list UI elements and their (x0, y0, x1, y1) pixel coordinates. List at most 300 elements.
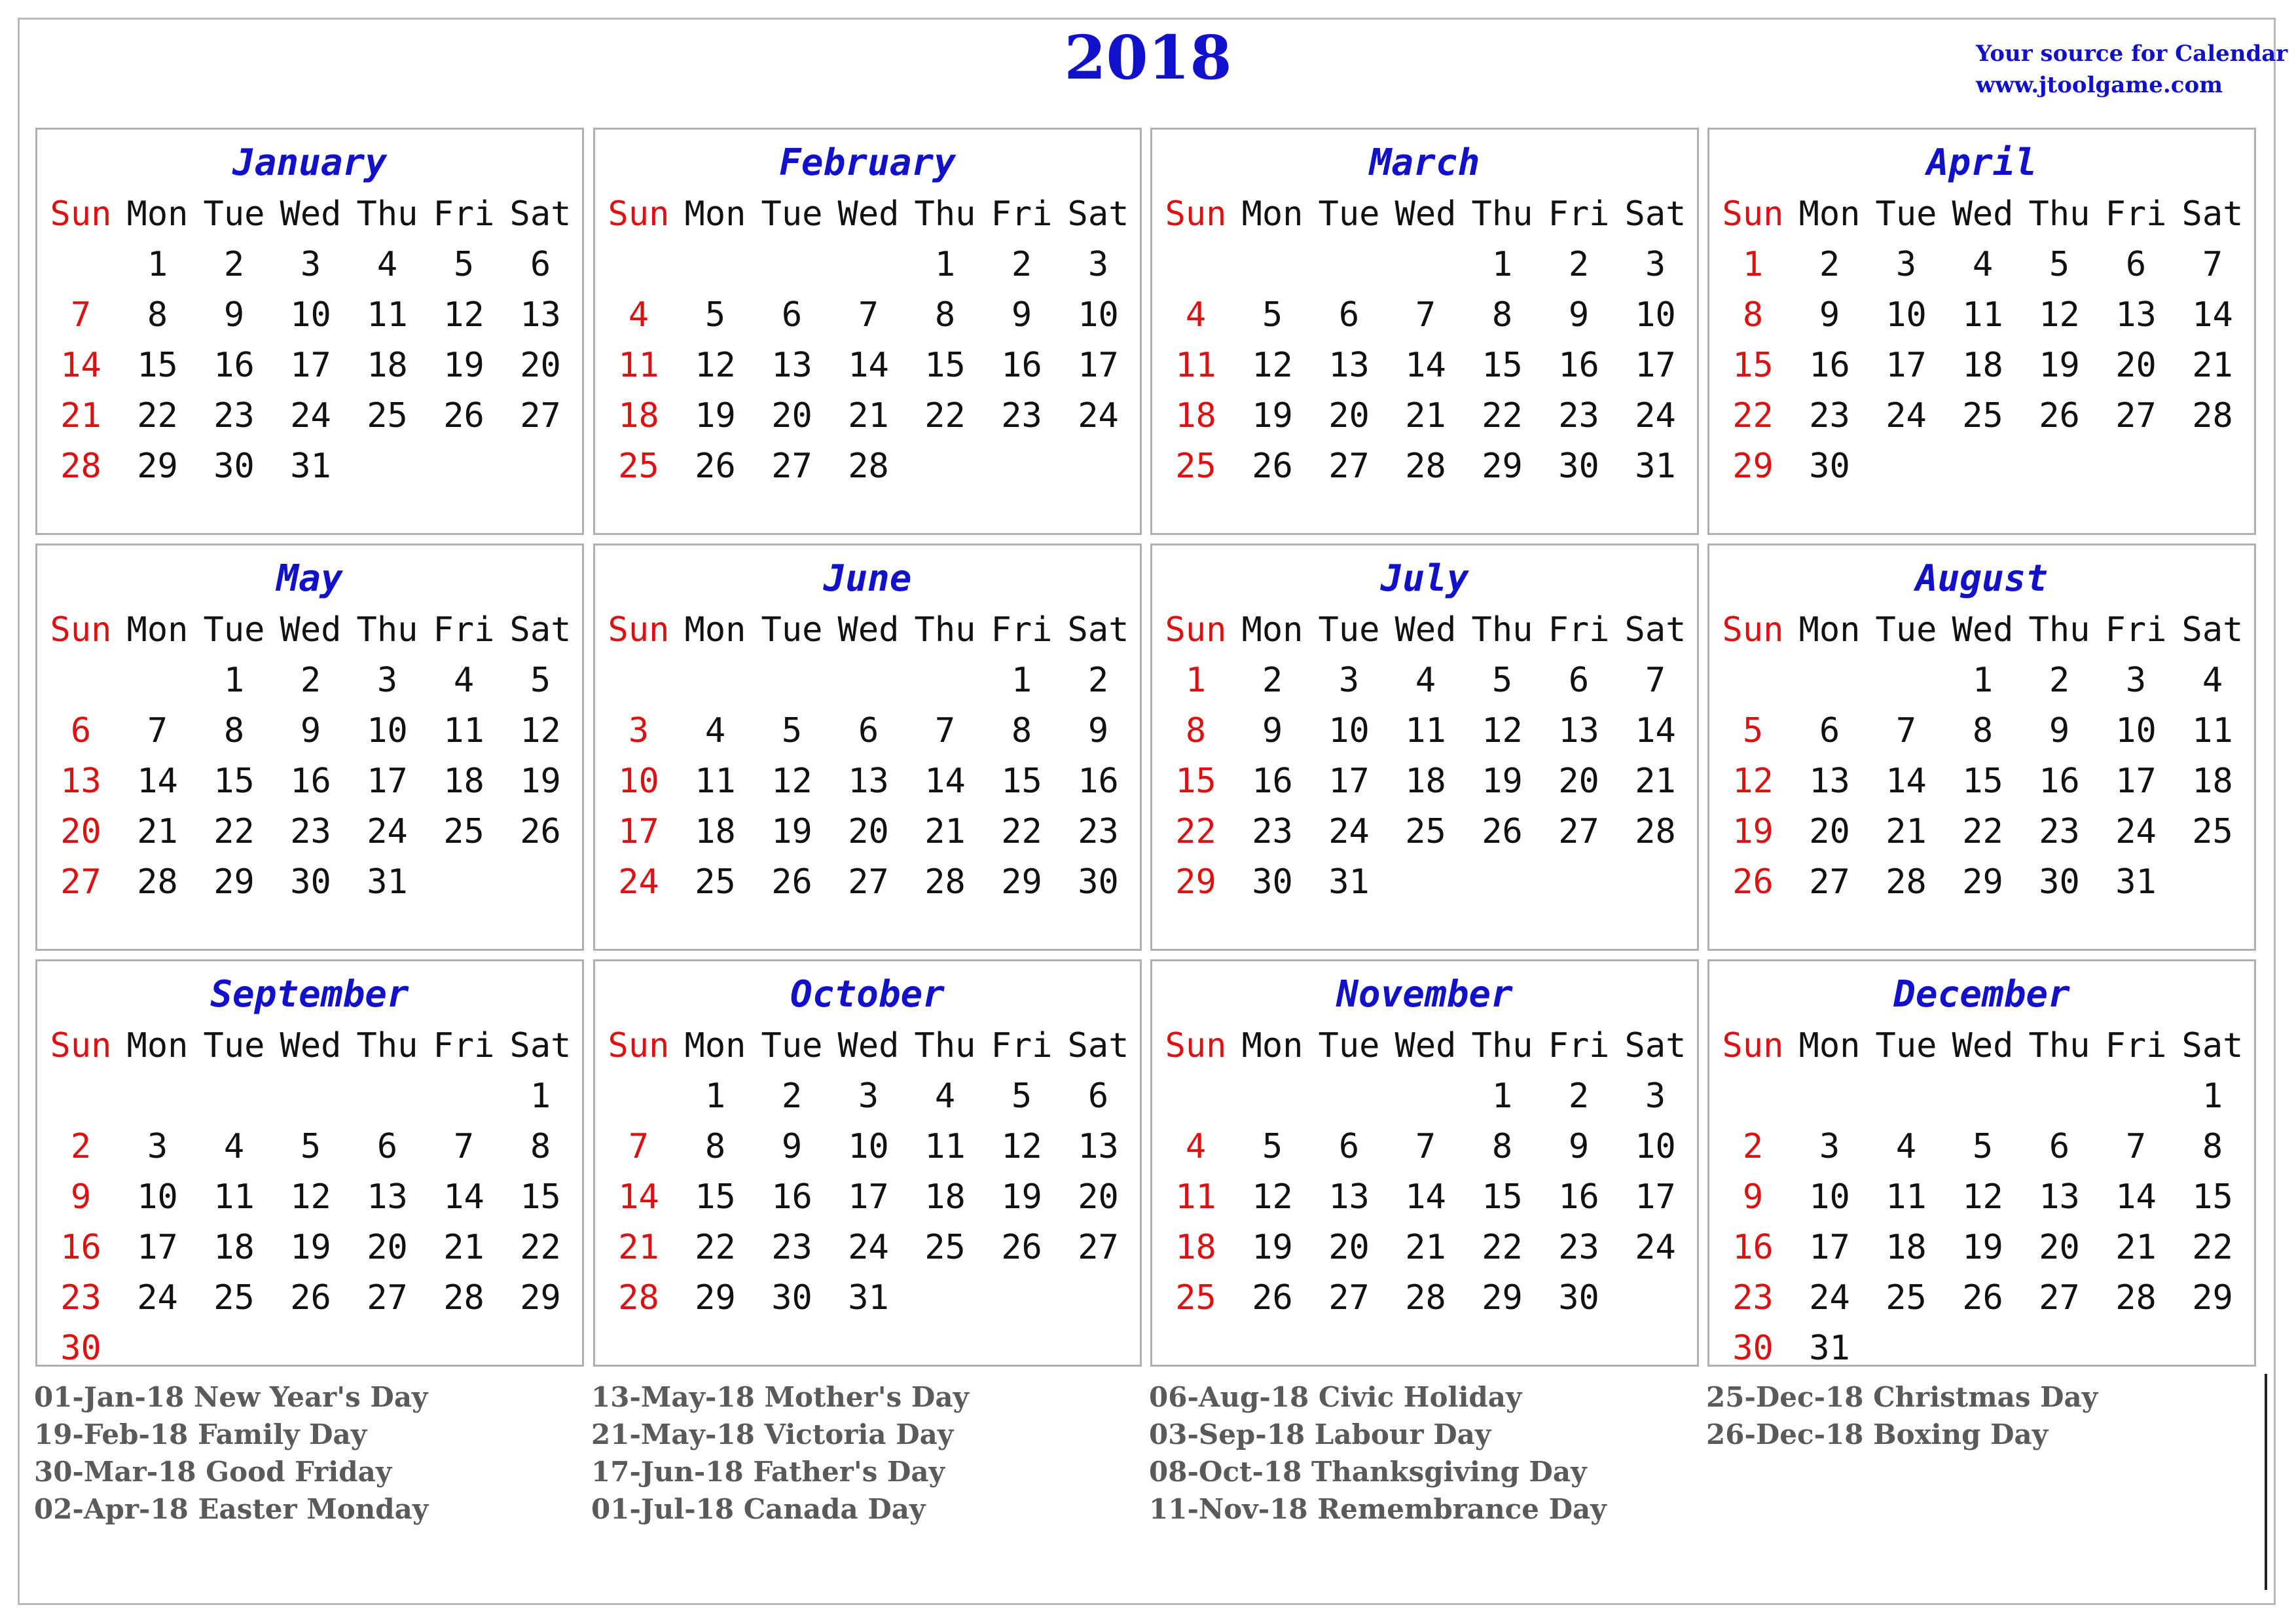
day-cell[interactable]: 24 (848, 1227, 889, 1267)
day-cell[interactable]: 23 (1078, 811, 1119, 851)
day-cell[interactable]: 19 (443, 345, 484, 385)
day-cell[interactable]: 31 (367, 862, 408, 902)
day-cell[interactable]: 10 (1635, 295, 1676, 335)
day-cell[interactable]: 23 (1001, 396, 1042, 435)
day-cell[interactable]: 12 (1252, 1177, 1293, 1217)
day-cell[interactable]: 8 (530, 1126, 551, 1166)
day-cell[interactable]: 6 (530, 244, 551, 284)
day-cell[interactable]: 21 (1886, 811, 1927, 851)
day-cell[interactable]: 23 (60, 1278, 101, 1318)
day-cell[interactable]: 8 (1491, 1126, 1513, 1166)
day-cell[interactable]: 19 (2039, 345, 2080, 385)
day-cell[interactable]: 28 (1405, 1278, 1446, 1318)
day-cell[interactable]: 15 (1732, 345, 1774, 385)
day-cell[interactable]: 13 (1809, 761, 1850, 801)
day-cell[interactable]: 1 (1185, 660, 1207, 700)
day-cell[interactable]: 12 (771, 761, 812, 801)
day-cell[interactable]: 30 (1809, 446, 1850, 486)
day-cell[interactable]: 2 (1087, 660, 1109, 700)
day-cell[interactable]: 21 (1635, 761, 1676, 801)
day-cell[interactable]: 15 (1482, 345, 1523, 385)
day-cell[interactable]: 24 (290, 396, 331, 435)
day-cell[interactable]: 20 (520, 345, 561, 385)
day-cell[interactable]: 1 (2202, 1076, 2223, 1116)
day-cell[interactable]: 2 (1011, 244, 1032, 284)
day-cell[interactable]: 13 (1328, 345, 1370, 385)
day-cell[interactable]: 17 (848, 1177, 889, 1217)
day-cell[interactable]: 2 (223, 244, 245, 284)
day-cell[interactable]: 28 (2192, 396, 2233, 435)
day-cell[interactable]: 10 (1886, 295, 1927, 335)
day-cell[interactable]: 2 (1262, 660, 1283, 700)
day-cell[interactable]: 4 (1415, 660, 1436, 700)
day-cell[interactable]: 14 (2192, 295, 2233, 335)
day-cell[interactable]: 5 (704, 295, 726, 335)
day-cell[interactable]: 27 (1558, 811, 1599, 851)
day-cell[interactable]: 31 (2115, 862, 2157, 902)
day-cell[interactable]: 25 (213, 1278, 255, 1318)
day-cell[interactable]: 27 (771, 446, 812, 486)
day-cell[interactable]: 22 (1175, 811, 1216, 851)
day-cell[interactable]: 23 (2039, 811, 2080, 851)
day-cell[interactable]: 10 (618, 761, 659, 801)
day-cell[interactable]: 18 (1175, 396, 1216, 435)
day-cell[interactable]: 30 (60, 1328, 101, 1368)
day-cell[interactable]: 18 (2192, 761, 2233, 801)
day-cell[interactable]: 8 (147, 295, 168, 335)
day-cell[interactable]: 31 (848, 1278, 889, 1318)
day-cell[interactable]: 8 (1185, 710, 1207, 750)
day-cell[interactable]: 13 (2039, 1177, 2080, 1217)
day-cell[interactable]: 13 (848, 761, 889, 801)
day-cell[interactable]: 18 (618, 396, 659, 435)
day-cell[interactable]: 24 (1078, 396, 1119, 435)
day-cell[interactable]: 21 (924, 811, 966, 851)
day-cell[interactable]: 14 (618, 1177, 659, 1217)
day-cell[interactable]: 15 (695, 1177, 736, 1217)
day-cell[interactable]: 18 (695, 811, 736, 851)
day-cell[interactable]: 27 (367, 1278, 408, 1318)
day-cell[interactable]: 14 (848, 345, 889, 385)
day-cell[interactable]: 17 (290, 345, 331, 385)
day-cell[interactable]: 21 (443, 1227, 484, 1267)
day-cell[interactable]: 17 (618, 811, 659, 851)
day-cell[interactable]: 30 (1732, 1328, 1774, 1368)
day-cell[interactable]: 27 (1328, 1278, 1370, 1318)
day-cell[interactable]: 26 (2039, 396, 2080, 435)
day-cell[interactable]: 23 (1809, 396, 1850, 435)
day-cell[interactable]: 31 (290, 446, 331, 486)
day-cell[interactable]: 1 (1972, 660, 1994, 700)
day-cell[interactable]: 8 (1491, 295, 1513, 335)
day-cell[interactable]: 7 (1415, 295, 1436, 335)
day-cell[interactable]: 11 (618, 345, 659, 385)
day-cell[interactable]: 15 (520, 1177, 561, 1217)
day-cell[interactable]: 3 (1338, 660, 1360, 700)
day-cell[interactable]: 21 (2115, 1227, 2157, 1267)
day-cell[interactable]: 13 (771, 345, 812, 385)
day-cell[interactable]: 2 (781, 1076, 803, 1116)
day-cell[interactable]: 6 (1568, 660, 1590, 700)
day-cell[interactable]: 12 (290, 1177, 331, 1217)
day-cell[interactable]: 29 (1175, 862, 1216, 902)
day-cell[interactable]: 15 (1962, 761, 2003, 801)
day-cell[interactable]: 30 (1558, 446, 1599, 486)
day-cell[interactable]: 5 (453, 244, 475, 284)
day-cell[interactable]: 30 (1078, 862, 1119, 902)
day-cell[interactable]: 6 (1819, 710, 1840, 750)
day-cell[interactable]: 19 (520, 761, 561, 801)
day-cell[interactable]: 12 (2039, 295, 2080, 335)
day-cell[interactable]: 27 (1809, 862, 1850, 902)
day-cell[interactable]: 24 (1328, 811, 1370, 851)
day-cell[interactable]: 27 (2039, 1278, 2080, 1318)
day-cell[interactable]: 13 (520, 295, 561, 335)
day-cell[interactable]: 17 (1635, 1177, 1676, 1217)
day-cell[interactable]: 25 (1962, 396, 2003, 435)
day-cell[interactable]: 28 (848, 446, 889, 486)
day-cell[interactable]: 18 (1962, 345, 2003, 385)
day-cell[interactable]: 12 (1252, 345, 1293, 385)
day-cell[interactable]: 27 (60, 862, 101, 902)
day-cell[interactable]: 5 (1491, 660, 1513, 700)
day-cell[interactable]: 16 (1809, 345, 1850, 385)
day-cell[interactable]: 14 (443, 1177, 484, 1217)
day-cell[interactable]: 12 (1001, 1126, 1042, 1166)
day-cell[interactable]: 29 (695, 1278, 736, 1318)
day-cell[interactable]: 15 (924, 345, 966, 385)
day-cell[interactable]: 7 (2125, 1126, 2147, 1166)
day-cell[interactable]: 31 (1809, 1328, 1850, 1368)
day-cell[interactable]: 28 (1635, 811, 1676, 851)
day-cell[interactable]: 11 (443, 710, 484, 750)
day-cell[interactable]: 16 (1732, 1227, 1774, 1267)
day-cell[interactable]: 16 (290, 761, 331, 801)
day-cell[interactable]: 16 (1078, 761, 1119, 801)
day-cell[interactable]: 21 (848, 396, 889, 435)
day-cell[interactable]: 1 (704, 1076, 726, 1116)
day-cell[interactable]: 1 (934, 244, 956, 284)
day-cell[interactable]: 29 (1482, 1278, 1523, 1318)
day-cell[interactable]: 25 (1175, 1278, 1216, 1318)
day-cell[interactable]: 21 (2192, 345, 2233, 385)
day-cell[interactable]: 20 (60, 811, 101, 851)
day-cell[interactable]: 6 (1087, 1076, 1109, 1116)
day-cell[interactable]: 3 (628, 710, 649, 750)
day-cell[interactable]: 14 (1635, 710, 1676, 750)
day-cell[interactable]: 25 (695, 862, 736, 902)
day-cell[interactable]: 1 (1491, 244, 1513, 284)
day-cell[interactable]: 26 (1252, 446, 1293, 486)
day-cell[interactable]: 29 (1482, 446, 1523, 486)
day-cell[interactable]: 16 (2039, 761, 2080, 801)
day-cell[interactable]: 12 (520, 710, 561, 750)
day-cell[interactable]: 26 (520, 811, 561, 851)
day-cell[interactable]: 5 (1262, 1126, 1283, 1166)
day-cell[interactable]: 9 (1262, 710, 1283, 750)
day-cell[interactable]: 31 (1635, 446, 1676, 486)
day-cell[interactable]: 2 (1568, 244, 1590, 284)
day-cell[interactable]: 6 (1338, 1126, 1360, 1166)
day-cell[interactable]: 8 (1742, 295, 1764, 335)
day-cell[interactable]: 18 (213, 1227, 255, 1267)
day-cell[interactable]: 29 (213, 862, 255, 902)
day-cell[interactable]: 5 (2049, 244, 2070, 284)
day-cell[interactable]: 30 (1558, 1278, 1599, 1318)
day-cell[interactable]: 24 (618, 862, 659, 902)
day-cell[interactable]: 16 (60, 1227, 101, 1267)
day-cell[interactable]: 24 (2115, 811, 2157, 851)
day-cell[interactable]: 7 (147, 710, 168, 750)
day-cell[interactable]: 2 (300, 660, 321, 700)
day-cell[interactable]: 3 (300, 244, 321, 284)
day-cell[interactable]: 25 (443, 811, 484, 851)
day-cell[interactable]: 22 (1482, 396, 1523, 435)
day-cell[interactable]: 15 (1482, 1177, 1523, 1217)
day-cell[interactable]: 17 (1809, 1227, 1850, 1267)
day-cell[interactable]: 9 (1011, 295, 1032, 335)
day-cell[interactable]: 9 (300, 710, 321, 750)
day-cell[interactable]: 28 (443, 1278, 484, 1318)
day-cell[interactable]: 22 (213, 811, 255, 851)
day-cell[interactable]: 9 (223, 295, 245, 335)
day-cell[interactable]: 20 (1328, 396, 1370, 435)
day-cell[interactable]: 17 (367, 761, 408, 801)
day-cell[interactable]: 14 (924, 761, 966, 801)
day-cell[interactable]: 12 (1962, 1177, 2003, 1217)
day-cell[interactable]: 22 (1482, 1227, 1523, 1267)
day-cell[interactable]: 22 (1732, 396, 1774, 435)
day-cell[interactable]: 5 (1742, 710, 1764, 750)
day-cell[interactable]: 29 (137, 446, 178, 486)
day-cell[interactable]: 26 (695, 446, 736, 486)
day-cell[interactable]: 4 (453, 660, 475, 700)
day-cell[interactable]: 18 (1175, 1227, 1216, 1267)
day-cell[interactable]: 9 (70, 1177, 92, 1217)
day-cell[interactable]: 25 (924, 1227, 966, 1267)
day-cell[interactable]: 10 (367, 710, 408, 750)
day-cell[interactable]: 19 (290, 1227, 331, 1267)
day-cell[interactable]: 27 (1328, 446, 1370, 486)
day-cell[interactable]: 22 (137, 396, 178, 435)
day-cell[interactable]: 6 (376, 1126, 398, 1166)
day-cell[interactable]: 28 (137, 862, 178, 902)
day-cell[interactable]: 8 (704, 1126, 726, 1166)
day-cell[interactable]: 4 (1185, 295, 1207, 335)
day-cell[interactable]: 21 (137, 811, 178, 851)
day-cell[interactable]: 12 (695, 345, 736, 385)
day-cell[interactable]: 6 (1338, 295, 1360, 335)
day-cell[interactable]: 20 (1558, 761, 1599, 801)
day-cell[interactable]: 24 (1886, 396, 1927, 435)
day-cell[interactable]: 9 (1568, 1126, 1590, 1166)
day-cell[interactable]: 4 (1185, 1126, 1207, 1166)
day-cell[interactable]: 7 (2202, 244, 2223, 284)
day-cell[interactable]: 20 (2039, 1227, 2080, 1267)
day-cell[interactable]: 29 (520, 1278, 561, 1318)
day-cell[interactable]: 20 (1078, 1177, 1119, 1217)
day-cell[interactable]: 4 (223, 1126, 245, 1166)
day-cell[interactable]: 10 (1078, 295, 1119, 335)
day-cell[interactable]: 15 (2192, 1177, 2233, 1217)
day-cell[interactable]: 18 (443, 761, 484, 801)
day-cell[interactable]: 23 (1558, 396, 1599, 435)
day-cell[interactable]: 27 (520, 396, 561, 435)
day-cell[interactable]: 19 (1962, 1227, 2003, 1267)
day-cell[interactable]: 11 (1886, 1177, 1927, 1217)
day-cell[interactable]: 18 (367, 345, 408, 385)
day-cell[interactable]: 9 (1568, 295, 1590, 335)
day-cell[interactable]: 22 (520, 1227, 561, 1267)
day-cell[interactable]: 6 (70, 710, 92, 750)
day-cell[interactable]: 27 (1078, 1227, 1119, 1267)
day-cell[interactable]: 12 (443, 295, 484, 335)
day-cell[interactable]: 25 (1405, 811, 1446, 851)
day-cell[interactable]: 19 (771, 811, 812, 851)
day-cell[interactable]: 7 (1645, 660, 1666, 700)
day-cell[interactable]: 10 (2115, 710, 2157, 750)
day-cell[interactable]: 23 (1558, 1227, 1599, 1267)
day-cell[interactable]: 6 (858, 710, 879, 750)
day-cell[interactable]: 11 (695, 761, 736, 801)
day-cell[interactable]: 10 (1328, 710, 1370, 750)
day-cell[interactable]: 28 (60, 446, 101, 486)
day-cell[interactable]: 17 (137, 1227, 178, 1267)
day-cell[interactable]: 5 (530, 660, 551, 700)
day-cell[interactable]: 14 (1886, 761, 1927, 801)
day-cell[interactable]: 29 (2192, 1278, 2233, 1318)
day-cell[interactable]: 7 (70, 295, 92, 335)
day-cell[interactable]: 11 (367, 295, 408, 335)
day-cell[interactable]: 20 (771, 396, 812, 435)
day-cell[interactable]: 18 (1886, 1227, 1927, 1267)
day-cell[interactable]: 28 (924, 862, 966, 902)
day-cell[interactable]: 23 (1252, 811, 1293, 851)
day-cell[interactable]: 4 (934, 1076, 956, 1116)
day-cell[interactable]: 26 (1482, 811, 1523, 851)
day-cell[interactable]: 30 (2039, 862, 2080, 902)
day-cell[interactable]: 13 (1328, 1177, 1370, 1217)
day-cell[interactable]: 12 (1482, 710, 1523, 750)
day-cell[interactable]: 20 (848, 811, 889, 851)
day-cell[interactable]: 2 (1819, 244, 1840, 284)
day-cell[interactable]: 1 (223, 660, 245, 700)
day-cell[interactable]: 10 (290, 295, 331, 335)
day-cell[interactable]: 14 (2115, 1177, 2157, 1217)
day-cell[interactable]: 19 (1252, 396, 1293, 435)
day-cell[interactable]: 17 (1886, 345, 1927, 385)
day-cell[interactable]: 25 (367, 396, 408, 435)
day-cell[interactable]: 11 (1405, 710, 1446, 750)
day-cell[interactable]: 23 (771, 1227, 812, 1267)
day-cell[interactable]: 19 (1252, 1227, 1293, 1267)
day-cell[interactable]: 17 (1635, 345, 1676, 385)
day-cell[interactable]: 30 (771, 1278, 812, 1318)
day-cell[interactable]: 13 (60, 761, 101, 801)
day-cell[interactable]: 19 (1732, 811, 1774, 851)
day-cell[interactable]: 4 (1895, 1126, 1917, 1166)
day-cell[interactable]: 14 (137, 761, 178, 801)
day-cell[interactable]: 2 (2049, 660, 2070, 700)
day-cell[interactable]: 23 (1732, 1278, 1774, 1318)
day-cell[interactable]: 11 (213, 1177, 255, 1217)
day-cell[interactable]: 4 (628, 295, 649, 335)
day-cell[interactable]: 8 (934, 295, 956, 335)
day-cell[interactable]: 22 (1962, 811, 2003, 851)
day-cell[interactable]: 25 (1886, 1278, 1927, 1318)
day-cell[interactable]: 3 (1087, 244, 1109, 284)
day-cell[interactable]: 3 (376, 660, 398, 700)
day-cell[interactable]: 8 (2202, 1126, 2223, 1166)
day-cell[interactable]: 4 (1972, 244, 1994, 284)
day-cell[interactable]: 29 (1962, 862, 2003, 902)
day-cell[interactable]: 4 (704, 710, 726, 750)
day-cell[interactable]: 5 (1972, 1126, 1994, 1166)
day-cell[interactable]: 18 (924, 1177, 966, 1217)
day-cell[interactable]: 22 (924, 396, 966, 435)
day-cell[interactable]: 19 (1482, 761, 1523, 801)
day-cell[interactable]: 8 (223, 710, 245, 750)
day-cell[interactable]: 26 (1732, 862, 1774, 902)
day-cell[interactable]: 7 (1415, 1126, 1436, 1166)
day-cell[interactable]: 25 (618, 446, 659, 486)
day-cell[interactable]: 24 (137, 1278, 178, 1318)
day-cell[interactable]: 2 (1742, 1126, 1764, 1166)
day-cell[interactable]: 13 (367, 1177, 408, 1217)
day-cell[interactable]: 28 (1405, 446, 1446, 486)
day-cell[interactable]: 1 (1011, 660, 1032, 700)
day-cell[interactable]: 7 (628, 1126, 649, 1166)
day-cell[interactable]: 2 (1568, 1076, 1590, 1116)
day-cell[interactable]: 27 (848, 862, 889, 902)
day-cell[interactable]: 19 (1001, 1177, 1042, 1217)
day-cell[interactable]: 13 (1078, 1126, 1119, 1166)
day-cell[interactable]: 16 (771, 1177, 812, 1217)
day-cell[interactable]: 28 (618, 1278, 659, 1318)
day-cell[interactable]: 8 (1011, 710, 1032, 750)
day-cell[interactable]: 16 (1558, 1177, 1599, 1217)
day-cell[interactable]: 20 (2115, 345, 2157, 385)
day-cell[interactable]: 23 (213, 396, 255, 435)
day-cell[interactable]: 7 (934, 710, 956, 750)
day-cell[interactable]: 28 (1886, 862, 1927, 902)
day-cell[interactable]: 14 (60, 345, 101, 385)
day-cell[interactable]: 18 (1405, 761, 1446, 801)
day-cell[interactable]: 24 (1635, 396, 1676, 435)
day-cell[interactable]: 22 (695, 1227, 736, 1267)
day-cell[interactable]: 1 (530, 1076, 551, 1116)
day-cell[interactable]: 13 (1558, 710, 1599, 750)
day-cell[interactable]: 17 (1328, 761, 1370, 801)
day-cell[interactable]: 1 (1491, 1076, 1513, 1116)
day-cell[interactable]: 15 (213, 761, 255, 801)
day-cell[interactable]: 8 (1972, 710, 1994, 750)
day-cell[interactable]: 5 (1011, 1076, 1032, 1116)
day-cell[interactable]: 3 (1645, 1076, 1666, 1116)
day-cell[interactable]: 11 (924, 1126, 966, 1166)
day-cell[interactable]: 14 (1405, 1177, 1446, 1217)
day-cell[interactable]: 16 (1252, 761, 1293, 801)
day-cell[interactable]: 2 (70, 1126, 92, 1166)
day-cell[interactable]: 21 (1405, 396, 1446, 435)
day-cell[interactable]: 17 (2115, 761, 2157, 801)
day-cell[interactable]: 26 (1962, 1278, 2003, 1318)
day-cell[interactable]: 13 (2115, 295, 2157, 335)
day-cell[interactable]: 26 (1252, 1278, 1293, 1318)
day-cell[interactable]: 14 (1405, 345, 1446, 385)
day-cell[interactable]: 25 (2192, 811, 2233, 851)
day-cell[interactable]: 5 (300, 1126, 321, 1166)
